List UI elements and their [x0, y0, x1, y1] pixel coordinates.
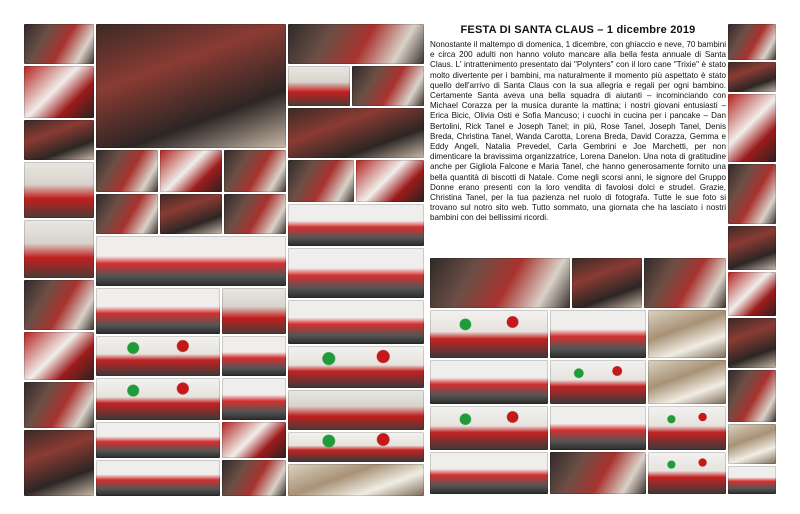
collage-photo	[96, 422, 220, 458]
collage-photo	[728, 318, 776, 368]
collage-photo	[96, 288, 220, 334]
collage-photo	[288, 390, 424, 430]
collage-photo	[572, 258, 642, 308]
collage-photo	[160, 150, 222, 192]
collage-photo	[24, 120, 94, 160]
collage-photo	[160, 194, 222, 234]
collage-photo	[222, 288, 286, 334]
collage-photo	[288, 24, 424, 64]
collage-photo	[96, 336, 220, 376]
collage-photo	[728, 94, 776, 162]
collage-photo	[24, 24, 94, 64]
collage-photo	[728, 272, 776, 316]
collage-photo	[728, 226, 776, 270]
collage-photo	[356, 160, 424, 202]
collage-photo	[222, 422, 286, 458]
collage-photo	[728, 164, 776, 224]
collage-photo	[288, 66, 350, 106]
collage-photo	[24, 66, 94, 118]
collage-photo	[96, 24, 286, 148]
collage-photo	[224, 194, 286, 234]
collage-photo	[550, 452, 646, 494]
collage-photo	[288, 432, 424, 462]
collage-photo	[728, 370, 776, 422]
collage-photo	[24, 332, 94, 380]
collage-photo	[96, 460, 220, 496]
article-title: FESTA DI SANTA CLAUS – 1 dicembre 2019	[460, 24, 696, 36]
collage-photo	[96, 150, 158, 192]
article-body: Nonostante il maltempo di domenica, 1 dicembre, con ghiaccio e neve, 70 bambini e circa 200 adulti non hanno voluto mancare alla bella festa annuale di Santa Claus. L' intrattenimento presentato dai "Polynters" con il loro cane "Trixie" è stato molto divertente per i bambini, ma naturalmente il momento più aspettato è stato quello dell'arrivo di Santa Claus con la sua allegria e regali per ogni bambino. Certamente Santa aveva una bella squadra di aiutanti – incominciando con Michael Corazza per la musica durante la mattina; i nostri giovani entusiasti – Erica Bicic, Olivia Osti e Sofia Mancuso; i cuochi in cucina per i pancake – Dan Bertolini, Rick Tanel e Joseph Tanel; in più, Rose Tanel, Joseph Tanel, Denis Breda, Christina Tanel, Wanda Carotta, Lorena Breda, David Corazza, Gemma e Eddy Angeli, Natalia Prevedel, Carla Gembrini e Joe Marchetti, per non dimenticare la bravissima organizzatrice, Lorena Danelon. Una nota di gratitudine anche per Gigliola Falcone e Maria Tanel, che hanno generosamente fornito una bella quantità di biscotti di Natale. Come negli scorsi anni, le signore del Gruppo Donne erano presenti con la loro vendita di favolosi dolci e strudel. Grazie, Christina Tanel, per la tua pazienza nel ruolo di fotografa. Tutte le sue foto si trovano sul notro sito web. Tutto sommato, una giornata che ha lasciato i nostri bambini con dei bellissimi ricordi.	[430, 40, 726, 223]
collage-photo	[288, 160, 354, 202]
collage-photo	[222, 460, 286, 496]
collage-photo	[288, 248, 424, 298]
collage-photo	[24, 280, 94, 330]
collage-photo	[24, 382, 94, 428]
collage-photo	[96, 194, 158, 234]
collage-photo	[430, 310, 548, 358]
collage-photo	[222, 378, 286, 420]
collage-photo	[550, 406, 646, 450]
collage-photo	[550, 360, 646, 404]
collage-photo	[648, 452, 726, 494]
collage-photo	[644, 258, 726, 308]
collage-photo	[24, 430, 94, 496]
collage-photo	[24, 162, 94, 218]
collage-photo	[728, 424, 776, 464]
collage-photo	[648, 360, 726, 404]
collage-photo	[430, 258, 570, 308]
collage-photo	[430, 406, 548, 450]
collage-photo	[648, 406, 726, 450]
collage-photo	[96, 236, 286, 286]
collage-photo	[24, 220, 94, 278]
collage-photo	[222, 336, 286, 376]
collage-photo	[430, 360, 548, 404]
collage-photo	[728, 466, 776, 494]
collage-photo	[96, 378, 220, 420]
collage-photo	[728, 62, 776, 92]
collage-photo	[288, 346, 424, 388]
collage-photo	[288, 464, 424, 496]
collage-photo	[288, 108, 424, 158]
article-text-box	[430, 24, 726, 256]
collage-photo	[728, 24, 776, 60]
collage-photo	[648, 310, 726, 358]
collage-photo	[430, 452, 548, 494]
collage-photo	[288, 300, 424, 344]
collage-photo	[224, 150, 286, 192]
collage-photo	[288, 204, 424, 246]
collage-photo	[550, 310, 646, 358]
collage-photo	[352, 66, 424, 106]
